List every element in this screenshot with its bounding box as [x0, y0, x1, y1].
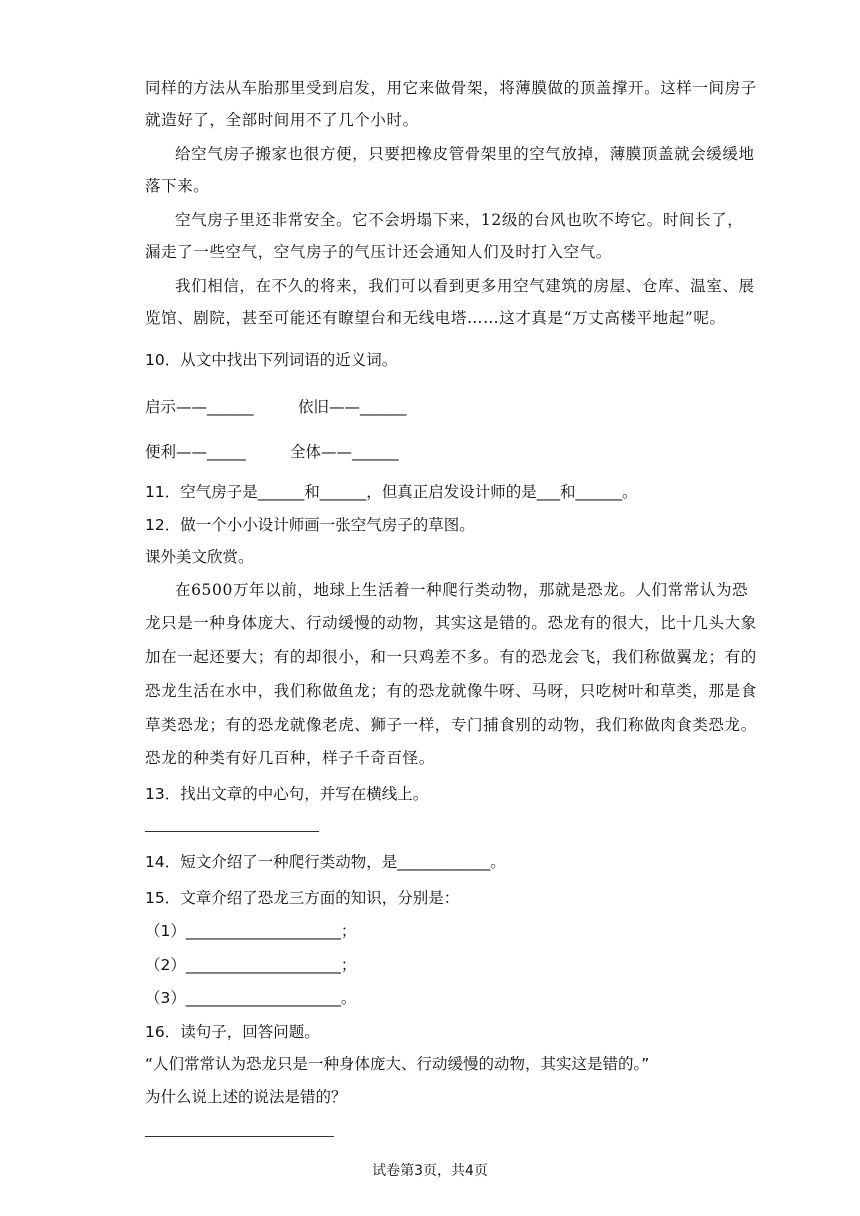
passage1-line-7: 我们相信，在不久的将来，我们可以看到更多用空气建筑的房屋、仓库、温室、展 [175, 277, 755, 295]
question-15-title: 15．文章介绍了恐龙三方面的知识，分别是： [145, 889, 460, 907]
question-16-title: 16．读句子，回答问题。 [145, 1023, 320, 1041]
question-10-word-b: 依旧——______ [298, 398, 407, 416]
passage2-line-5: 草类恐龙；有的恐龙就像老虎、狮子一样，专门捕食别的动物，我们称做肉食类恐龙。 [145, 716, 757, 734]
question-14: 14．短文介绍了一种爬行类动物，是____________。 [145, 853, 506, 871]
question-11: 11．空气房子是______和______，但真正启发设计师的是___和______。 [145, 483, 638, 501]
question-16-ask: 为什么说上述的说法是错的？ [145, 1088, 347, 1106]
passage1-line-5: 空气房子里还非常安全。它不会坍塌下来，12级的台风也吹不垮它。时间长了， [175, 211, 744, 229]
question-10-word-a: 启示——______ [145, 398, 254, 416]
passage1-line-6: 漏走了一些空气，空气房子的气压计还会通知人们及时打入空气。 [145, 243, 612, 261]
question-15-item-3: （3）____________________。 [145, 989, 357, 1007]
section-heading: 课外美文欣赏。 [145, 548, 254, 566]
passage2-line-1: 在6500万年以前，地球上生活着一种爬行类动物，那就是恐龙。人们常常认为恐 [175, 581, 749, 599]
passage1-line-3: 给空气房子搬家也很方便，只要把橡皮管骨架里的空气放掉，薄膜顶盖就会缓缓地 [175, 145, 755, 163]
passage1-line-4: 落下来。 [145, 177, 210, 195]
passage2-line-3: 加在一起还要大；有的却很小，和一只鸡差不多。有的恐龙会飞，我们称做翼龙；有的 [145, 648, 757, 666]
passage1-line-2: 就造好了，全部时间用不了几个小时。 [145, 111, 419, 129]
answer-line-13[interactable] [145, 831, 319, 832]
passage2-line-2: 龙只是一种身体庞大、行动缓慢的动物，其实这是错的。恐龙有的很大，比十几头大象 [145, 614, 757, 632]
page-footer: 试卷第3页，共4页 [372, 1163, 488, 1179]
question-10-word-d: 全体——______ [290, 443, 399, 461]
question-15-item-2: （2）____________________； [145, 956, 357, 974]
question-10-title: 10．从文中找出下列词语的近义词。 [145, 351, 398, 369]
question-16-quote: “人们常常认为恐龙只是一种身体庞大、行动缓慢的动物，其实这是错的。” [145, 1055, 650, 1073]
passage1-line-1: 同样的方法从车胎那里受到启发，用它来做骨架，将薄膜做的顶盖撑开。这样一间房子 [145, 79, 757, 97]
answer-line-16[interactable] [145, 1136, 334, 1137]
question-13: 13．找出文章的中心句，并写在横线上。 [145, 785, 429, 803]
passage2-line-4: 恐龙生活在水中，我们称做鱼龙；有的恐龙就像牛呀、马呀，只吃树叶和草类，那是食 [145, 682, 757, 700]
question-15-item-1: （1）____________________； [145, 922, 357, 940]
passage2-line-6: 恐龙的种类有好几百种，样子千奇百怪。 [145, 749, 435, 767]
question-10-word-c: 便利——_____ [145, 443, 246, 461]
question-12: 12．做一个小小设计师画一张空气房子的草图。 [145, 516, 475, 534]
passage1-line-8: 览馆、剧院，甚至可能还有瞭望台和无线电塔……这才真是“万丈高楼平地起”呢。 [145, 309, 726, 327]
